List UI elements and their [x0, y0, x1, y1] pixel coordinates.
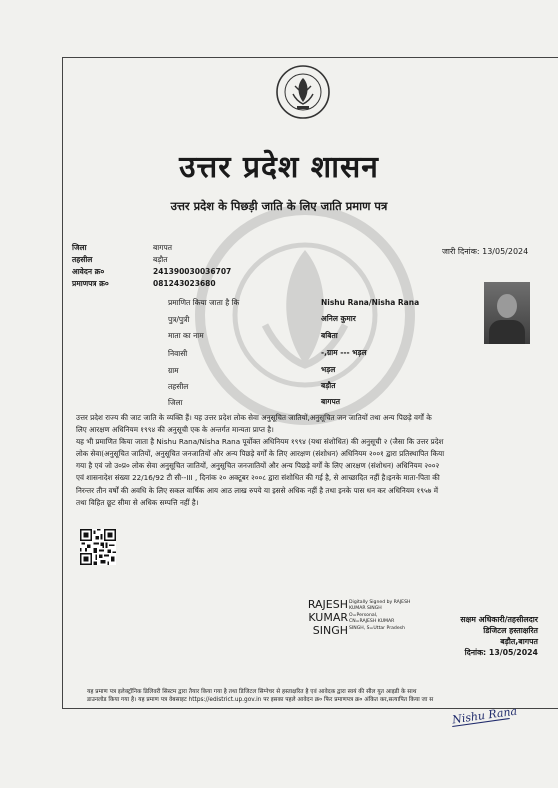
field-value-district: बागपत: [153, 243, 172, 252]
signature-detail-line: KUMAR SINGH: [349, 606, 382, 612]
detail-value-name: Nishu Rana/Nisha Rana: [321, 298, 420, 307]
field-label-tehsil: तहसील: [72, 255, 93, 264]
photo-head: [497, 294, 517, 318]
detail-value-father: अनिल कुमार: [321, 314, 356, 323]
field-value-application-no: 241390030036707: [153, 267, 232, 276]
detail-value-tehsil: बड़ौत: [321, 381, 336, 390]
digital-signature-name: [292, 598, 348, 637]
detail-value-resident: -,ग्राम --- भड़ल: [321, 348, 367, 357]
officer-date: दिनांक: 13/05/2024: [464, 648, 538, 657]
certificate-text: [76, 412, 550, 509]
photo-body: [489, 320, 525, 344]
detail-value-village: भड़ल: [321, 365, 336, 374]
detail-value-mother: बबिता: [321, 331, 338, 340]
footer-note: [87, 688, 553, 704]
document-title: उत्तर प्रदेश शासन: [179, 150, 379, 185]
field-value-certificate-no: 081243023680: [153, 279, 216, 288]
watermark-emblem-icon: [195, 205, 415, 425]
certificate-line: तथा विहित छूट सीमा से अधिक सम्पत्ति नहीं है।: [76, 497, 199, 507]
officer-designation: सक्षम अधिकारी/तहसीलदार: [460, 615, 538, 624]
detail-label-mother: माता का नाम: [168, 331, 204, 340]
footer-line: डाउनलोड किया गया है। यह प्रमाण पत्र वेबसाइट https://edistrict.up.gov.in पर इसका पहले आवेदन क्र० फिर प्रमाणपत्र क्र० अंकित कर,सत्यापित किया जा स: [87, 697, 434, 703]
certificate-line: उत्तर प्रदेश राज्य की जाट जाति के व्यक्ति हैं। यह उत्तर प्रदेश लोक सेवा अनुसूचित जातियों,अनुसूचित जन जातियों तथा अन्य पिछड़े वर्गों के: [76, 413, 432, 422]
detail-label-village: ग्राम: [168, 366, 179, 375]
signature-detail-line: SINGH, S=Uttar Pradesh: [349, 625, 405, 631]
detail-label-district: जिला: [168, 398, 183, 407]
field-label-certificate-no: प्रमाणपत्र क्र०: [72, 279, 109, 288]
up-emblem-icon: [275, 64, 331, 120]
detail-label-son-daughter: पुत्र/पुत्री: [168, 315, 190, 324]
certificate-line: लोक सेवा(अनुसूचित जातियों, अनुसूचित जनजातियों और अन्य पिछड़े वर्गों के लिए आरक्षण (संशोधन) अधिनियम २००१ द्वारा प्रतिस्थापित किया: [76, 449, 445, 459]
detail-label-resident: निवासी: [168, 349, 188, 358]
detail-value-district: बागपत: [321, 397, 340, 406]
certificate-line: एवं शासनादेश संख्या 22/16/92 टी सी--III , दिनांक २० अक्टूबर २००८ द्वारा संशोधित की गई है, से आच्छादित नहीं है।इनके माता-पिता की: [76, 473, 440, 483]
footer-line: यह प्रमाण पत्र इलेक्ट्रॉनिक डिलिवरी सिस्टम द्वारा तैयार किया गया है तथा डिजिटल सिग्नेचर से हस्ताक्षरित है एवं आवेदक द्वारा स्वयं की सील युत आइडी के साथ: [87, 689, 417, 695]
signature-detail-line: O=Personal,: [349, 612, 378, 618]
issuing-officer: [420, 614, 538, 658]
certificate-line: यह भी प्रमाणित किया जाता है Nishu Rana/Nisha Rana पूर्वोक्त अधिनियम १९९४ (यथा संशोधित) की अनुसूची २ (जैसा कि उत्तर प्रदेश: [76, 437, 444, 447]
certificate-line: लिए आरक्षण अधिनियम १९९४ की अनुसूची एक के अन्तर्गत मान्यता प्राप्त है।: [76, 425, 274, 435]
signature-name-line: KUMAR: [308, 611, 348, 624]
document-subtitle: उत्तर प्रदेश के पिछड़ी जाति के लिए जाति प्रमाण पत्र: [170, 199, 388, 213]
signature-name-line: RAJESH: [307, 598, 348, 611]
handwritten-signature: Nishu Rana: [451, 704, 518, 727]
field-label-district: जिला: [72, 243, 87, 252]
officer-digital-signed: डिजिटल हस्ताक्षरित: [483, 626, 538, 635]
field-label-application-no: आवेदन क्र०: [72, 267, 105, 276]
field-value-tehsil: बड़ौत: [153, 255, 168, 264]
signature-detail-line: Digitally Signed by RAJESH: [349, 600, 411, 605]
signature-detail-line: CN=RAJESH KUMAR: [349, 619, 395, 625]
certificate-line: गया है एवं जो उ०प्र० लोक सेवा अनुसूचित जातियों, अनुसूचित जनजातियों और अन्य पिछड़े वर्गों के लिए आरक्षण (संशोधन) अधिनियम २००२: [76, 461, 440, 471]
issue-date: जारी दिनांक: 13/05/2024: [442, 247, 529, 256]
applicant-photo: [484, 282, 530, 344]
officer-location: बड़ौत,बागपत: [500, 637, 538, 646]
certify-intro: प्रमाणित किया जाता है कि: [168, 298, 240, 307]
certificate-line: निरन्तर तीन वर्षों की अवधि के लिए सकल वार्षिक आय आठ लाख रुपये या इससे अधिक नहीं है तथा इनके पास धन कर अधिनियम १९५७ में: [76, 485, 439, 495]
detail-label-tehsil: तहसील: [168, 382, 189, 391]
qr-code-icon: [80, 529, 116, 565]
signature-name-line: SINGH: [312, 624, 348, 637]
